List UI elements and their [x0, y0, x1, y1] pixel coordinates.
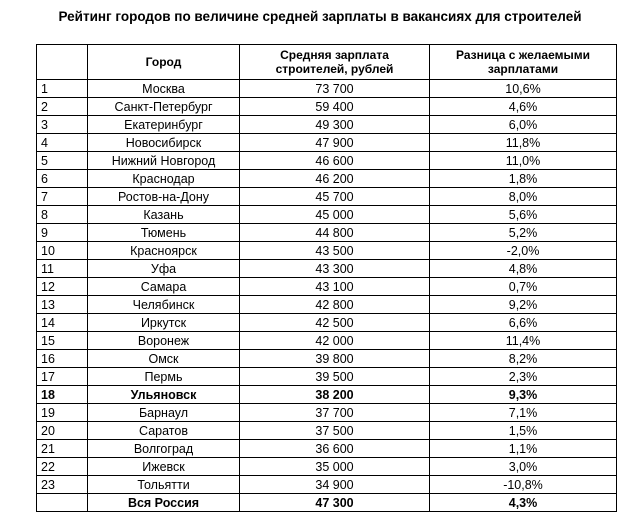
table-row — [37, 134, 617, 152]
total-rank — [37, 494, 88, 512]
cell-rank: 16 — [37, 350, 88, 368]
cell-diff: 5,2% — [430, 224, 617, 242]
cell-city: Воронеж — [88, 332, 240, 350]
table-row — [37, 206, 617, 224]
table-row — [37, 386, 617, 404]
cell-city: Иркутск — [88, 314, 240, 332]
cell-salary: 46 600 — [240, 152, 430, 170]
cell-city: Новосибирск — [88, 134, 240, 152]
cell-diff: 3,0% — [430, 458, 617, 476]
total-diff: 4,3% — [430, 494, 617, 512]
table-row — [37, 116, 617, 134]
cell-diff: 4,6% — [430, 98, 617, 116]
cell-salary: 44 800 — [240, 224, 430, 242]
cell-city: Тольятти — [88, 476, 240, 494]
cell-city: Ульяновск — [88, 386, 240, 404]
table-row — [37, 80, 617, 98]
table-row — [37, 170, 617, 188]
cell-diff: 10,6% — [430, 80, 617, 98]
cell-salary: 59 400 — [240, 98, 430, 116]
cell-salary: 38 200 — [240, 386, 430, 404]
cell-city: Краснодар — [88, 170, 240, 188]
cell-rank: 7 — [37, 188, 88, 206]
cell-salary: 39 800 — [240, 350, 430, 368]
cell-salary: 45 700 — [240, 188, 430, 206]
cell-city: Москва — [88, 80, 240, 98]
cell-city: Нижний Новгород — [88, 152, 240, 170]
table-row — [37, 296, 617, 314]
cell-city: Омск — [88, 350, 240, 368]
table-row — [37, 458, 617, 476]
table-row — [37, 404, 617, 422]
cell-rank: 21 — [37, 440, 88, 458]
cell-salary: 73 700 — [240, 80, 430, 98]
cell-rank: 8 — [37, 206, 88, 224]
table-row — [37, 224, 617, 242]
cell-diff: 1,5% — [430, 422, 617, 440]
cell-salary: 37 500 — [240, 422, 430, 440]
table-row — [37, 476, 617, 494]
cell-salary: 42 500 — [240, 314, 430, 332]
cell-rank: 14 — [37, 314, 88, 332]
cell-diff: 5,6% — [430, 206, 617, 224]
cell-city: Санкт-Петербург — [88, 98, 240, 116]
cell-diff: 11,8% — [430, 134, 617, 152]
table-row — [37, 278, 617, 296]
table-row — [37, 440, 617, 458]
cell-rank: 6 — [37, 170, 88, 188]
cell-city: Красноярск — [88, 242, 240, 260]
cell-city: Тюмень — [88, 224, 240, 242]
cell-city: Ростов-на-Дону — [88, 188, 240, 206]
cell-salary: 43 300 — [240, 260, 430, 278]
page-title: Рейтинг городов по величине средней зарплаты в вакансиях для строителей — [58, 9, 582, 24]
table-body — [37, 80, 617, 494]
cell-salary: 43 100 — [240, 278, 430, 296]
cell-rank: 9 — [37, 224, 88, 242]
table-row — [37, 98, 617, 116]
cell-diff: 9,2% — [430, 296, 617, 314]
table-row — [37, 260, 617, 278]
cell-salary: 34 900 — [240, 476, 430, 494]
cell-city: Волгоград — [88, 440, 240, 458]
cell-diff: 9,3% — [430, 386, 617, 404]
header-city: Город — [88, 45, 240, 80]
cell-rank: 19 — [37, 404, 88, 422]
cell-city: Челябинск — [88, 296, 240, 314]
cell-rank: 20 — [37, 422, 88, 440]
cell-city: Ижевск — [88, 458, 240, 476]
cell-rank: 10 — [37, 242, 88, 260]
cell-salary: 35 000 — [240, 458, 430, 476]
cell-salary: 46 200 — [240, 170, 430, 188]
cell-rank: 3 — [37, 116, 88, 134]
cell-diff: 6,6% — [430, 314, 617, 332]
cell-rank: 22 — [37, 458, 88, 476]
cell-rank: 13 — [37, 296, 88, 314]
cell-city: Самара — [88, 278, 240, 296]
cell-rank: 18 — [37, 386, 88, 404]
cell-rank: 12 — [37, 278, 88, 296]
cell-diff: 11,4% — [430, 332, 617, 350]
total-city: Вся Россия — [88, 494, 240, 512]
table-row — [37, 152, 617, 170]
table-row — [37, 422, 617, 440]
cell-diff: -10,8% — [430, 476, 617, 494]
cell-diff: -2,0% — [430, 242, 617, 260]
cell-diff: 2,3% — [430, 368, 617, 386]
cell-city: Барнаул — [88, 404, 240, 422]
cell-city: Саратов — [88, 422, 240, 440]
header-diff: Разница с желаемыми зарплатами — [430, 45, 617, 80]
cell-city: Уфа — [88, 260, 240, 278]
ranking-table — [36, 44, 617, 512]
cell-rank: 2 — [37, 98, 88, 116]
cell-diff: 11,0% — [430, 152, 617, 170]
cell-diff: 6,0% — [430, 116, 617, 134]
cell-salary: 42 000 — [240, 332, 430, 350]
cell-rank: 17 — [37, 368, 88, 386]
total-salary: 47 300 — [240, 494, 430, 512]
cell-salary: 37 700 — [240, 404, 430, 422]
cell-salary: 43 500 — [240, 242, 430, 260]
cell-rank: 5 — [37, 152, 88, 170]
cell-diff: 1,1% — [430, 440, 617, 458]
table-row — [37, 242, 617, 260]
cell-city: Казань — [88, 206, 240, 224]
table-row — [37, 350, 617, 368]
header-rank — [37, 45, 88, 80]
cell-salary: 45 000 — [240, 206, 430, 224]
cell-rank: 1 — [37, 80, 88, 98]
cell-salary: 42 800 — [240, 296, 430, 314]
cell-diff: 4,8% — [430, 260, 617, 278]
table-row — [37, 332, 617, 350]
cell-city: Пермь — [88, 368, 240, 386]
cell-rank: 4 — [37, 134, 88, 152]
cell-diff: 1,8% — [430, 170, 617, 188]
cell-salary: 47 900 — [240, 134, 430, 152]
cell-rank: 23 — [37, 476, 88, 494]
header-salary: Средняя зарплата строителей, рублей — [240, 45, 430, 80]
table-row — [37, 368, 617, 386]
cell-salary: 39 500 — [240, 368, 430, 386]
cell-diff: 8,2% — [430, 350, 617, 368]
cell-diff: 8,0% — [430, 188, 617, 206]
cell-rank: 15 — [37, 332, 88, 350]
cell-diff: 0,7% — [430, 278, 617, 296]
cell-rank: 11 — [37, 260, 88, 278]
cell-diff: 7,1% — [430, 404, 617, 422]
table-row — [37, 188, 617, 206]
cell-salary: 49 300 — [240, 116, 430, 134]
cell-salary: 36 600 — [240, 440, 430, 458]
cell-city: Екатеринбург — [88, 116, 240, 134]
table-row — [37, 314, 617, 332]
table-total-row — [37, 494, 617, 512]
table-header-row — [37, 45, 617, 80]
